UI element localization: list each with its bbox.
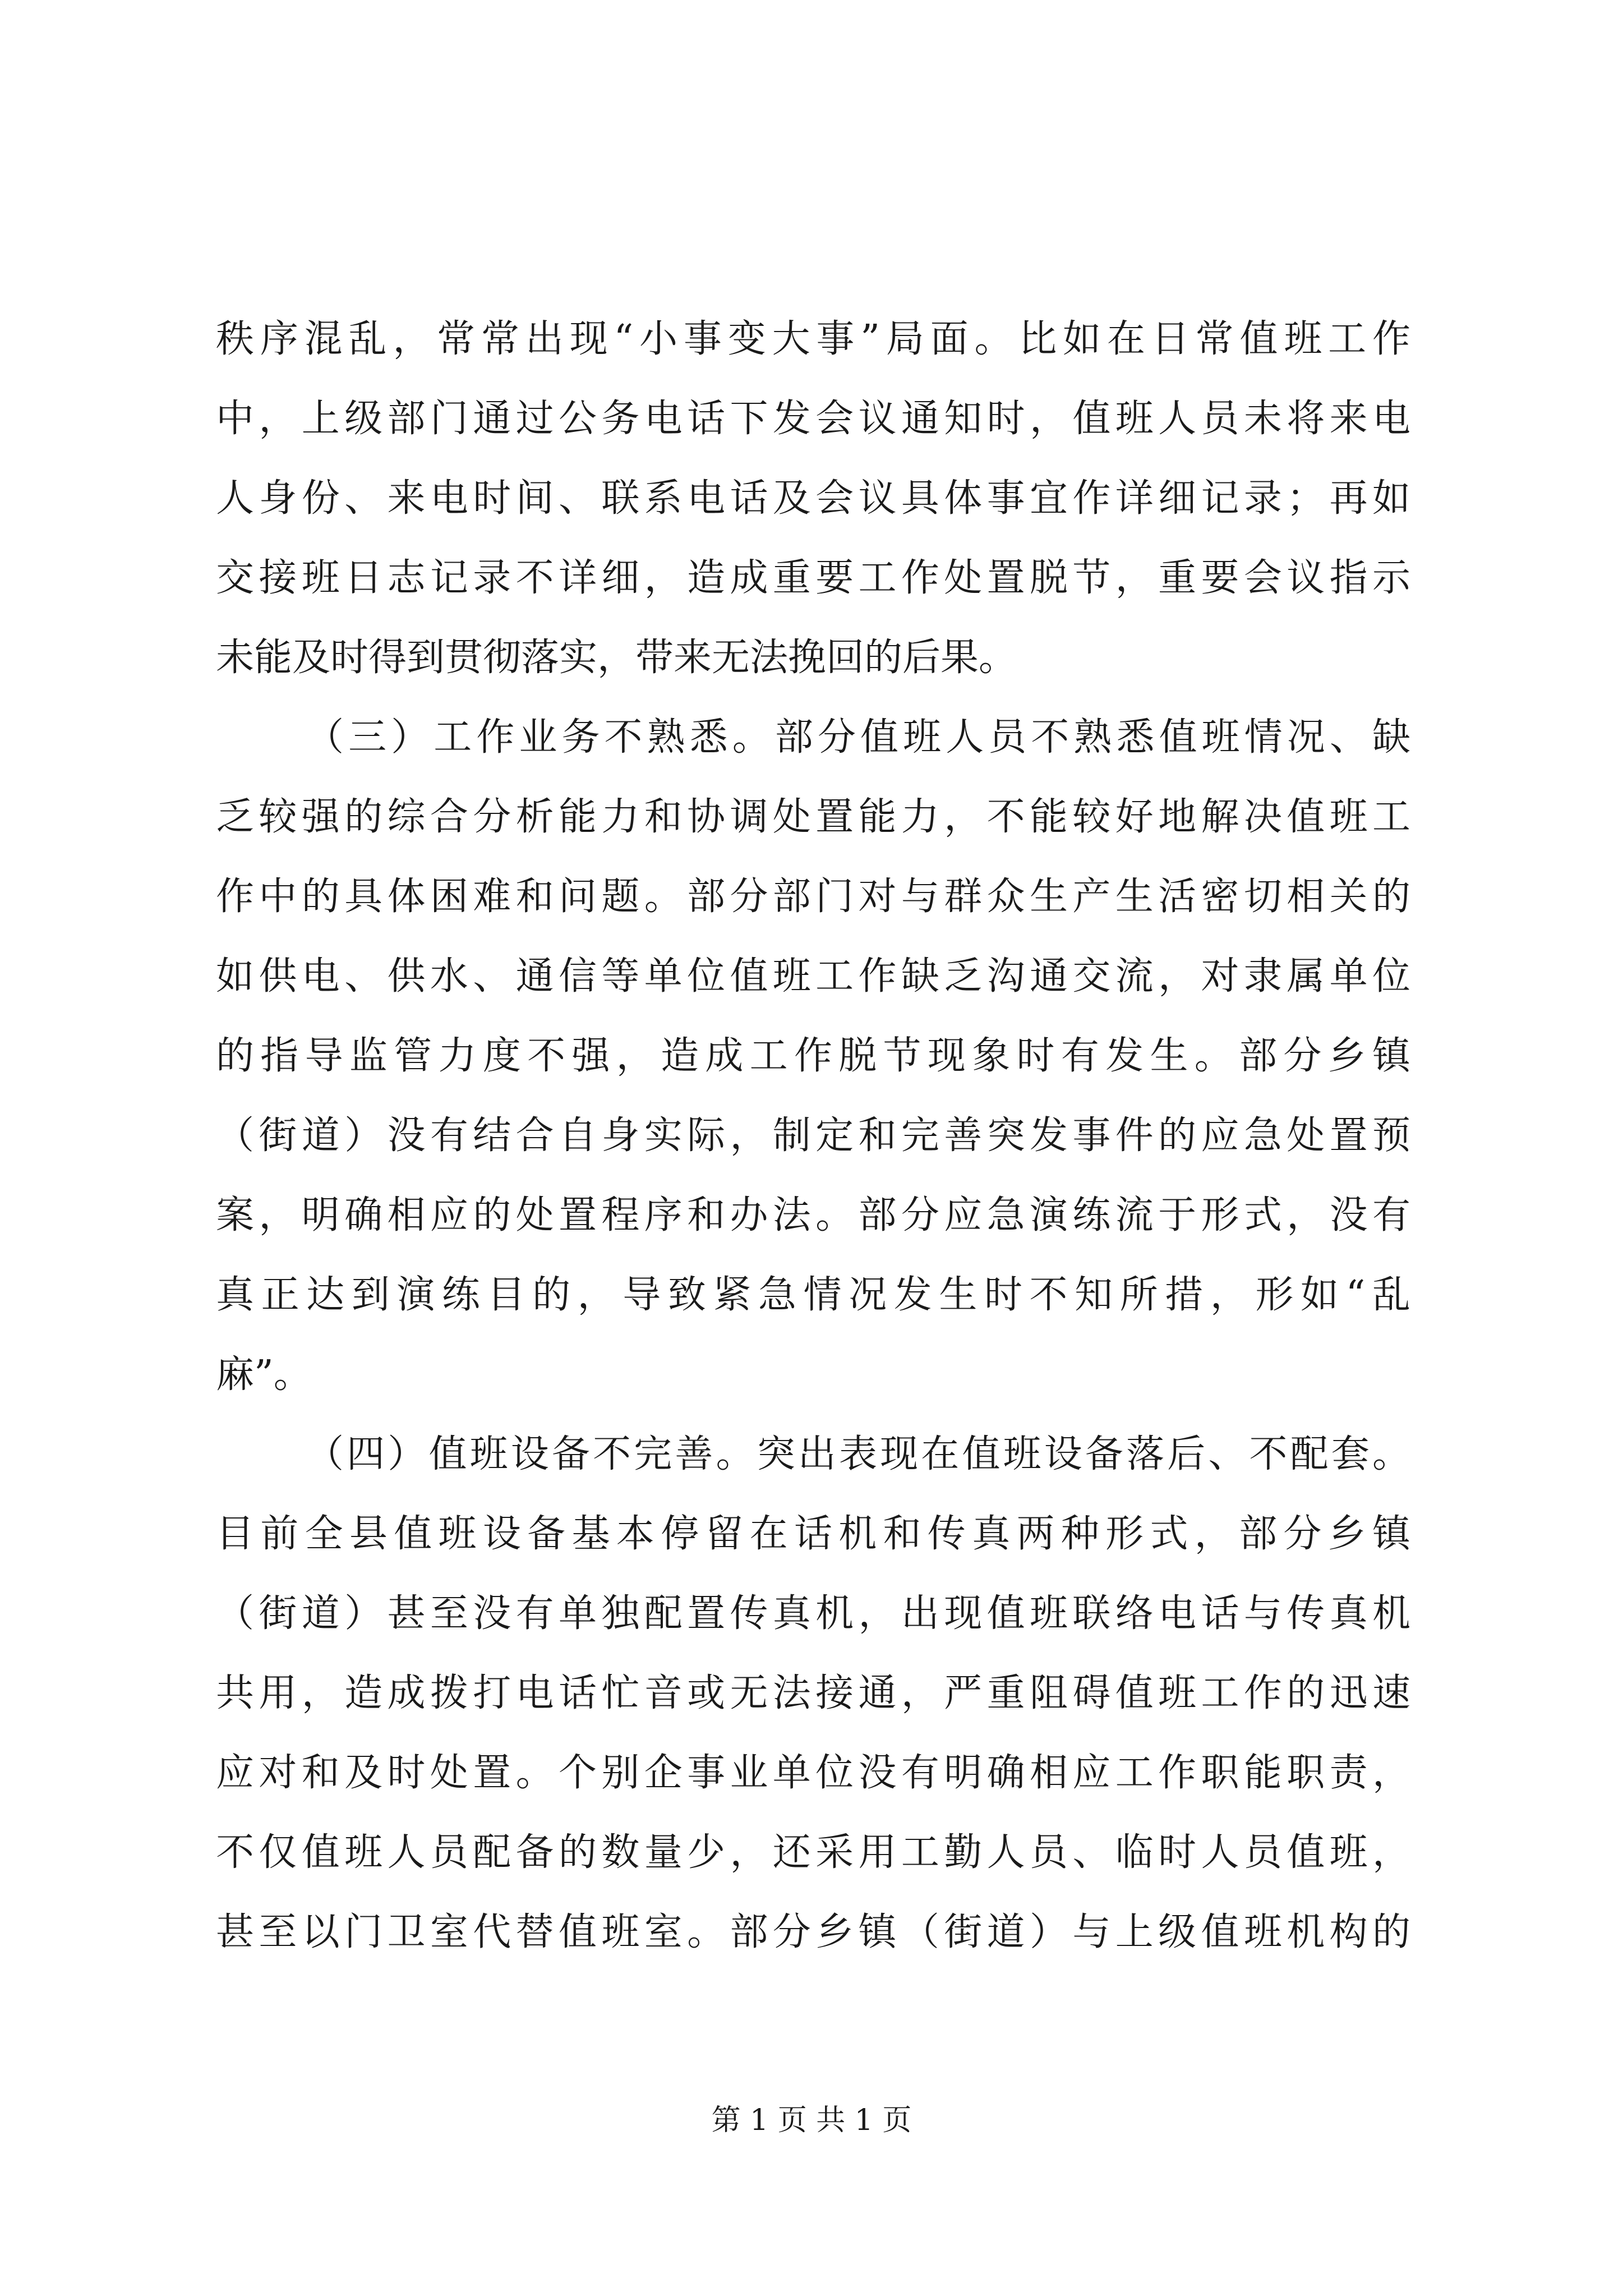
paragraph-3 <box>216 1415 1410 1972</box>
paragraph-line: 真正达到演练目的，导致紧急情况发生时不知所措，形如“乱 <box>216 1273 1410 1317</box>
paragraph-line: （街道）没有结合自身实际，制定和完善突发事件的应急处置预 <box>216 1114 1410 1158</box>
paragraph-line: 的指导监管力度不强，造成工作脱节现象时有发生。部分乡镇 <box>216 1034 1410 1078</box>
paragraph-line: 交接班日志记录不详细，造成重要工作处置脱节，重要会议指示 <box>216 556 1410 600</box>
paragraph-line: 不仅值班人员配备的数量少，还采用工勤人员、临时人员值班， <box>216 1830 1410 1875</box>
paragraph-line: 乏较强的综合分析能力和协调处置能力，不能较好地解决值班工 <box>216 795 1410 839</box>
paragraph-line: 甚至以门卫室代替值班室。部分乡镇（街道）与上级值班机构的 <box>216 1910 1410 1954</box>
paragraph-line: 应对和及时处置。个别企事业单位没有明确相应工作职能职责， <box>216 1751 1410 1795</box>
paragraph-2 <box>216 698 1410 1415</box>
paragraph-line: （街道）甚至没有单独配置传真机，出现值班联络电话与传真机 <box>216 1591 1410 1636</box>
paragraph-line: 作中的具体困难和问题。部分部门对与群众生产生活密切相关的 <box>216 875 1410 919</box>
page-number-footer: 第 1 页 共 1 页 <box>711 2104 912 2137</box>
paragraph-line: 共用，造成拨打电话忙音或无法接通，严重阻碍值班工作的迅速 <box>216 1671 1410 1715</box>
paragraph-line: 秩序混乱，常常出现“小事变大事”局面。比如在日常值班工作 <box>216 317 1410 361</box>
paragraph-line: 中，上级部门通过公务电话下发会议通知时，值班人员未将来电 <box>216 397 1410 441</box>
paragraph-line: 如供电、供水、通信等单位值班工作缺乏沟通交流，对隶属单位 <box>216 954 1410 999</box>
paragraph-line: 目前全县值班设备基本停留在话机和传真两种形式，部分乡镇 <box>216 1512 1410 1556</box>
paragraph-line: （四）值班设备不完善。突出表现在值班设备落后、不配套。 <box>306 1432 1410 1476</box>
paragraph-line: 麻”。 <box>216 1352 312 1397</box>
paragraph-line: 未能及时得到贯彻落实，带来无法挽回的后果。 <box>216 636 1017 680</box>
paragraph-line: 人身份、来电时间、联系电话及会议具体事宜作详细记录；再如 <box>216 476 1410 521</box>
paragraph-1 <box>216 300 1410 698</box>
paragraph-line: 案，明确相应的处置程序和办法。部分应急演练流于形式，没有 <box>216 1193 1410 1237</box>
paragraph-line: （三）工作业务不熟悉。部分值班人员不熟悉值班情况、缺 <box>306 715 1410 760</box>
